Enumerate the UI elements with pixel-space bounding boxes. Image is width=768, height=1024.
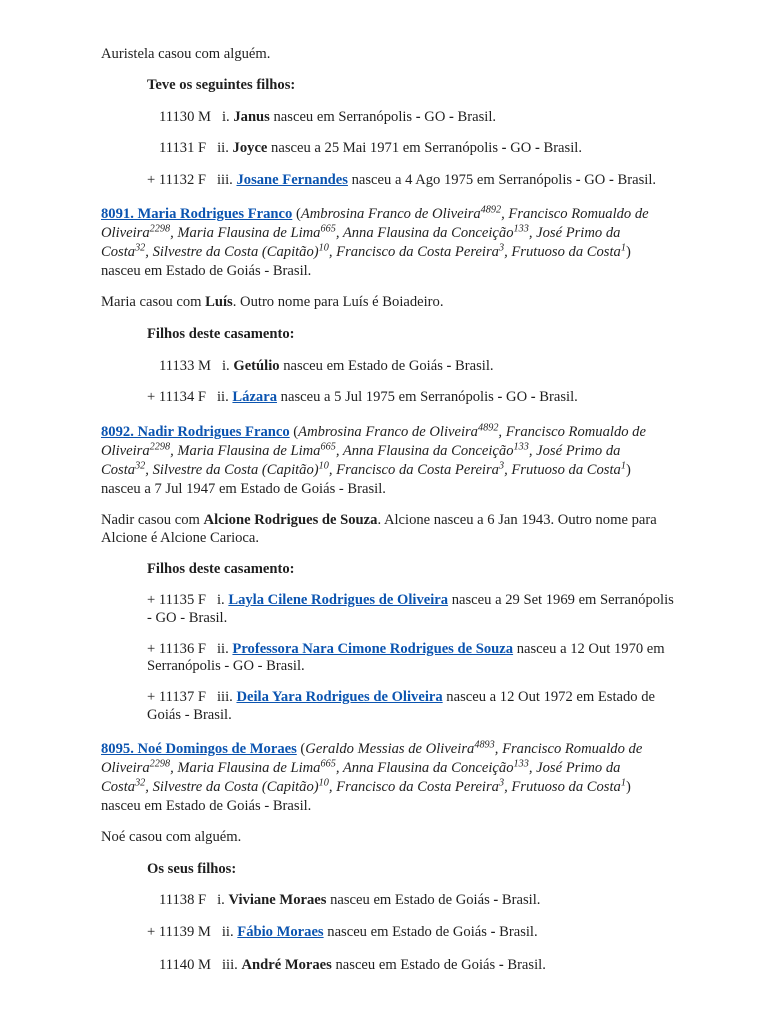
birth-line: nasceu a 7 Jul 1947 em Estado de Goiás - Brasil. <box>101 481 386 497</box>
child-prefix: + 11135 F <box>147 592 207 608</box>
birth-line: nasceu em Estado de Goiás - Brasil. <box>101 263 312 279</box>
child-roman: i. <box>221 109 230 125</box>
child-name: Janus <box>233 109 270 125</box>
child-entry: 11133 M i. Getúlio nasceu em Estado de Goiás - Brasil. <box>159 358 494 374</box>
child-entry-cont: - GO - Brasil. <box>147 610 228 626</box>
ancestry-line: Oliveira$^{2298}$, Maria Flausina de Lima$^{665}$, Anna Flausina da Conceição$^{133}$, José Primo da <box>101 758 621 776</box>
child-prefix: + 11136 F <box>147 641 207 657</box>
child-entry: 11131 F ii. Joyce nasceu a 25 Mai 1971 em Serranópolis - GO - Brasil. <box>159 140 582 156</box>
person-entry-line: 8091. Maria Rodrigues Franco (Ambrosina Franco de Oliveira$^{4892}$, Francisco Romualdo de <box>101 204 649 222</box>
child-prefix: 11140 M <box>159 957 212 973</box>
person-link-8095[interactable]: 8095. Noé Domingos de Moraes <box>101 741 297 757</box>
child-link-josane[interactable]: Josane Fernandes <box>236 172 348 188</box>
children-heading: Filhos deste casamento: <box>147 326 295 342</box>
marriage-line: Maria casou com Luís. Outro nome para Luís é Boiadeiro. <box>101 294 444 310</box>
child-entry: 11140 M iii. André Moraes nasceu em Estado de Goiás - Brasil. <box>159 957 546 973</box>
child-prefix: 11138 F <box>159 892 207 908</box>
child-entry: + 11137 F iii. Deila Yara Rodrigues de Oliveira nasceu a 12 Out 1972 em Estado de <box>147 689 656 705</box>
intro-text: Auristela casou com alguém. <box>101 46 271 62</box>
child-entry: 11138 F i. Viviane Moraes nasceu em Estado de Goiás - Brasil. <box>159 892 541 908</box>
child-prefix: + 11132 F <box>147 172 207 188</box>
child-prefix: 11130 M <box>159 109 212 125</box>
child-name: Getúlio <box>233 358 280 374</box>
children-heading: Os seus filhos: <box>147 861 237 877</box>
birth-line: nasceu em Estado de Goiás - Brasil. <box>101 798 312 814</box>
child-prefix: + 11137 F <box>147 689 207 705</box>
person-entry-line: 8095. Noé Domingos de Moraes (Geraldo Messias de Oliveira$^{4893}$, Francisco Romualdo de <box>101 739 643 757</box>
ancestry-line: Costa$^{32}$, Silvestre da Costa (Capitão)$^{10}$, Francisco da Costa Pereira$^3$, Frutuoso da Costa$^1$) <box>101 777 631 795</box>
child-roman: iii. <box>217 172 233 188</box>
child-link-deila[interactable]: Deila Yara Rodrigues de Oliveira <box>236 689 443 705</box>
child-entry: + 11132 F iii. Josane Fernandes nasceu a 4 Ago 1975 em Serranópolis - GO - Brasil. <box>147 172 657 188</box>
person-entry-line: 8092. Nadir Rodrigues Franco (Ambrosina Franco de Oliveira$^{4892}$, Francisco Romualdo de <box>101 422 646 440</box>
ancestry-line: Costa$^{32}$, Silvestre da Costa (Capitão)$^{10}$, Francisco da Costa Pereira$^3$, Frutuoso da Costa$^1$) <box>101 460 631 478</box>
child-entry: + 11135 F i. Layla Cilene Rodrigues de Oliveira nasceu a 29 Set 1969 em Serranópolis <box>147 592 674 608</box>
ancestry-line: Oliveira$^{2298}$, Maria Flausina de Lima$^{665}$, Anna Flausina da Conceição$^{133}$, José Primo da <box>101 441 621 459</box>
child-entry-cont: Serranópolis - GO - Brasil. <box>147 658 305 674</box>
ancestry-line: Oliveira$^{2298}$, Maria Flausina de Lima$^{665}$, Anna Flausina da Conceição$^{133}$, José Primo da <box>101 223 621 241</box>
child-prefix: + 11139 M <box>147 924 211 940</box>
children-heading: Teve os seguintes filhos: <box>147 77 296 93</box>
child-entry: + 11134 F ii. Lázara nasceu a 5 Jul 1975 em Serranópolis - GO - Brasil. <box>147 389 578 405</box>
child-entry: + 11136 F ii. Professora Nara Cimone Rodrigues de Souza nasceu a 12 Out 1970 em <box>147 641 665 657</box>
child-prefix: + 11134 F <box>147 389 207 405</box>
marriage-line: Nadir casou com Alcione Rodrigues de Souza. Alcione nasceu a 6 Jan 1943. Outro nome para <box>101 512 657 528</box>
child-link-layla[interactable]: Layla Cilene Rodrigues de Oliveira <box>228 592 449 608</box>
child-name: André Moraes <box>241 957 332 973</box>
person-link-8091[interactable]: 8091. Maria Rodrigues Franco <box>101 206 293 222</box>
child-entry-cont: Goiás - Brasil. <box>147 707 232 723</box>
children-heading: Filhos deste casamento: <box>147 561 295 577</box>
child-entry: 11130 M i. Janus nasceu em Serranópolis - GO - Brasil. <box>159 109 497 125</box>
child-link-fabio[interactable]: Fábio Moraes <box>237 924 324 940</box>
child-link-nara[interactable]: Professora Nara Cimone Rodrigues de Souza <box>232 641 514 657</box>
person-link-8092[interactable]: 8092. Nadir Rodrigues Franco <box>101 424 290 440</box>
child-entry: + 11139 M ii. Fábio Moraes nasceu em Estado de Goiás - Brasil. <box>147 924 538 940</box>
child-roman: ii. <box>217 140 229 156</box>
child-prefix: 11133 M <box>159 358 212 374</box>
ancestry-line: Costa$^{32}$, Silvestre da Costa (Capitão)$^{10}$, Francisco da Costa Pereira$^3$, Frutuoso da Costa$^1$) <box>101 242 631 260</box>
child-prefix: 11131 F <box>159 140 207 156</box>
child-name: Viviane Moraes <box>228 892 327 908</box>
child-link-lazara[interactable]: Lázara <box>232 389 278 405</box>
marriage-line-cont: Alcione é Alcione Carioca. <box>101 530 260 546</box>
marriage-line: Noé casou com alguém. <box>101 829 242 845</box>
child-name: Joyce <box>232 140 268 156</box>
